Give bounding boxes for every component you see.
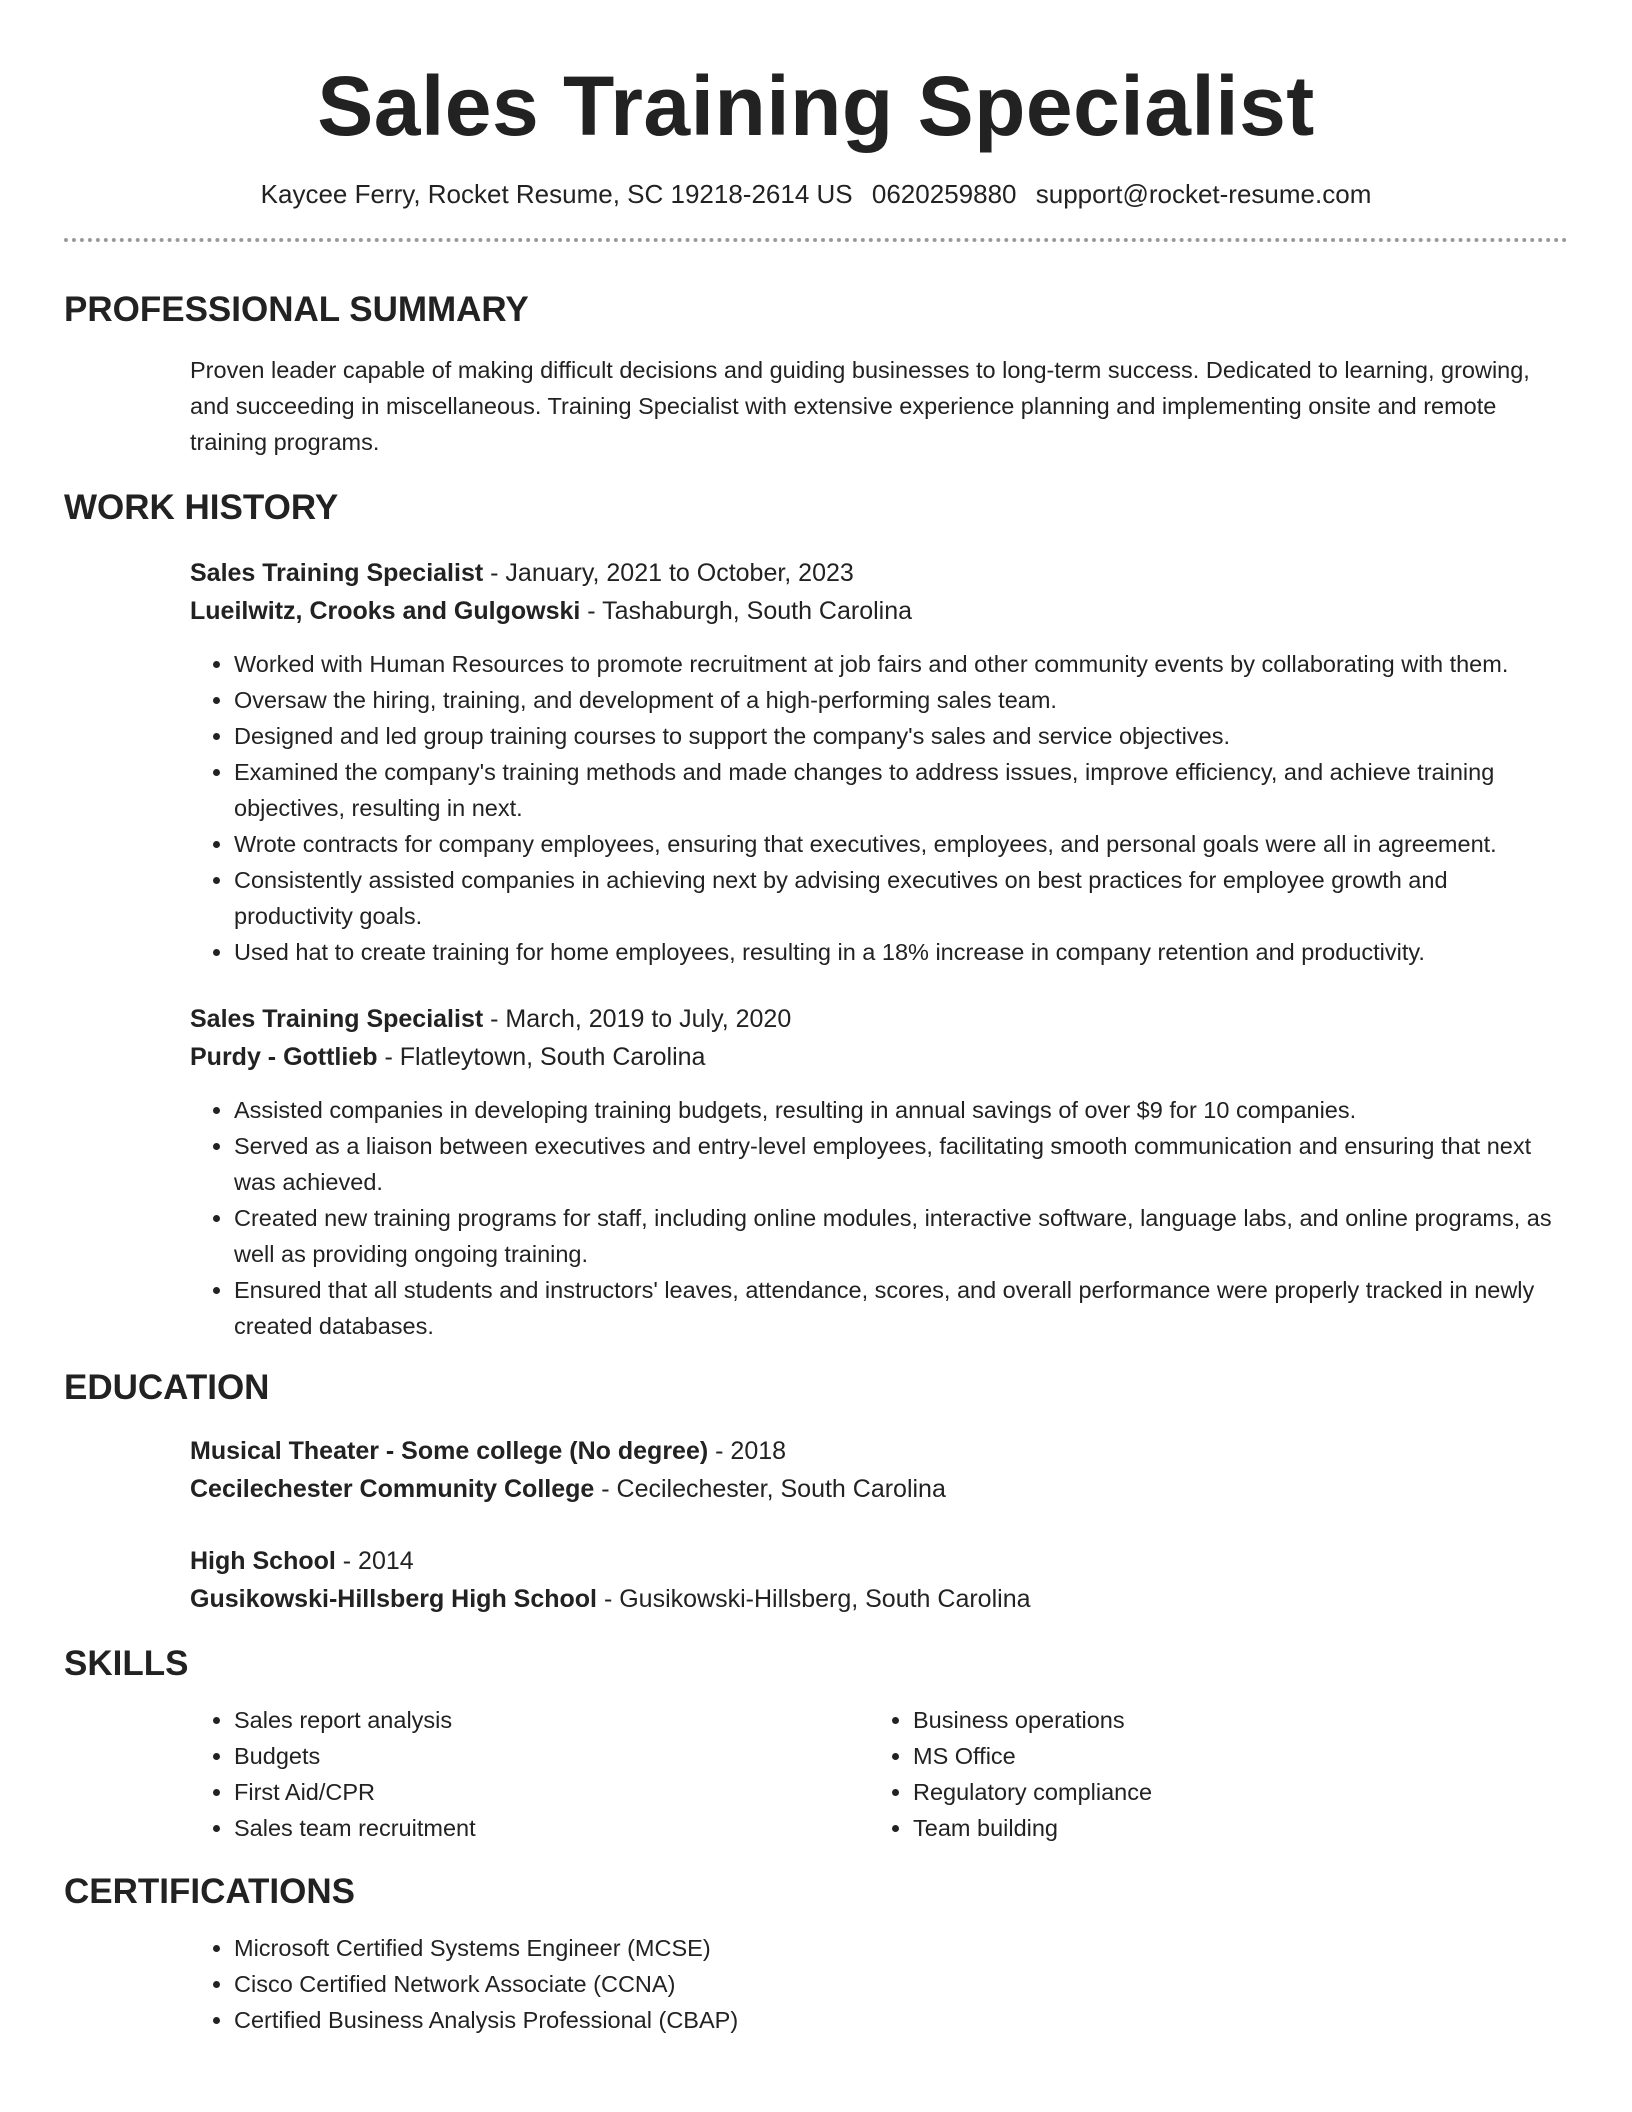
- education-degree-line: [190, 1432, 1568, 1470]
- header-divider: [64, 238, 1568, 242]
- skill-item: • First Aid/CPR: [234, 1774, 869, 1810]
- job-bullet: • Used hat to create training for home employees, resulting in a 18% increase in company retention and productivity.: [234, 934, 1568, 970]
- job-bullet: • Examined the company's training methods and made changes to address issues, improve efficiency, and achieve training objectives, resulting in next.: [234, 754, 1568, 826]
- job-company: Purdy - Gottlieb: [190, 1043, 378, 1071]
- job-bullets: [190, 646, 1568, 970]
- contact-line: [64, 178, 1568, 210]
- education-school-line: [190, 1580, 1568, 1618]
- job-dates: - March, 2019 to July, 2020: [490, 1005, 792, 1033]
- education-year: - 2014: [342, 1547, 414, 1575]
- job-bullet: • Created new training programs for staff, including online modules, interactive software, language labs, and online programs, as well as providing ongoing training.: [234, 1200, 1568, 1272]
- job-company-line: [190, 592, 1568, 630]
- job-title: Sales Training Specialist: [190, 559, 484, 587]
- education-entry: [190, 1542, 1568, 1618]
- job-bullet: • Ensured that all students and instructors' leaves, attendance, scores, and overall performance were properly tracked in newly created databases.: [234, 1272, 1568, 1344]
- job-bullet: • Wrote contracts for company employees, ensuring that executives, employees, and personal goals were all in agreement.: [234, 826, 1568, 862]
- job-bullet: • Oversaw the hiring, training, and development of a high-performing sales team.: [234, 682, 1568, 718]
- education-school: Cecilechester Community College: [190, 1475, 595, 1503]
- job-entry: [190, 554, 1568, 970]
- education-degree: Musical Theater - Some college (No degree): [190, 1437, 709, 1465]
- certification-item: • Microsoft Certified Systems Engineer (MCSE): [234, 1930, 1568, 1966]
- job-bullet: • Worked with Human Resources to promote recruitment at job fairs and other community events by collaborating with them.: [234, 646, 1568, 682]
- job-title-line: [190, 1000, 1568, 1038]
- education-location: - Gusikowski-Hillsberg, South Carolina: [603, 1585, 1031, 1613]
- education-location: - Cecilechester, South Carolina: [601, 1475, 946, 1503]
- job-bullet: • Served as a liaison between executives and entry-level employees, facilitating smooth communication and ensuring that next was achieved.: [234, 1128, 1568, 1200]
- contact-email: support@rocket-resume.com: [1035, 179, 1372, 209]
- education-year: - 2018: [715, 1437, 787, 1465]
- job-entry: [190, 1000, 1568, 1344]
- job-company: Lueilwitz, Crooks and Gulgowski: [190, 597, 581, 625]
- skills-grid: [190, 1702, 1568, 1846]
- job-location: - Flatleytown, South Carolina: [384, 1043, 706, 1071]
- job-title-line: [190, 554, 1568, 592]
- skills-column-right: [869, 1702, 1548, 1846]
- job-title: Sales Training Specialist: [190, 1005, 484, 1033]
- section-title-certifications: CERTIFICATIONS: [64, 1872, 356, 1911]
- contact-address: Kaycee Ferry, Rocket Resume, SC 19218-2614 US: [260, 179, 853, 209]
- education-school: Gusikowski-Hillsberg High School: [190, 1585, 598, 1613]
- education-degree: High School: [190, 1547, 336, 1575]
- skill-item: • Budgets: [234, 1738, 869, 1774]
- job-bullets: [190, 1092, 1568, 1344]
- certification-item: • Certified Business Analysis Professional (CBAP): [234, 2002, 1568, 2038]
- job-dates: - January, 2021 to October, 2023: [490, 559, 854, 587]
- education-school-line: [190, 1470, 1568, 1508]
- section-title-work-history: WORK HISTORY: [64, 488, 339, 527]
- summary-text: Proven leader capable of making difficult decisions and guiding businesses to long-term success. Dedicated to learning, growing, and succeeding in miscellaneous. Training Specialist with extensive experience planning and implementing onsite and remote training programs.: [190, 357, 1530, 455]
- job-company-line: [190, 1038, 1568, 1076]
- job-bullet: • Consistently assisted companies in achieving next by advising executives on best practices for employee growth and productivity goals.: [234, 862, 1568, 934]
- job-location: - Tashaburgh, South Carolina: [587, 597, 913, 625]
- education-entry: [190, 1432, 1568, 1508]
- skill-item: • Business operations: [913, 1702, 1548, 1738]
- resume-page: [64, 0, 1568, 2038]
- skills-column-left: [190, 1702, 869, 1846]
- section-title-skills: SKILLS: [64, 1644, 189, 1683]
- contact-phone: 0620259880: [871, 179, 1017, 209]
- skill-item: • MS Office: [913, 1738, 1548, 1774]
- skill-item: • Team building: [913, 1810, 1548, 1846]
- skill-item: • Regulatory compliance: [913, 1774, 1548, 1810]
- section-title-education: EDUCATION: [64, 1368, 270, 1407]
- job-bullet: • Assisted companies in developing training budgets, resulting in annual savings of over $9 for 10 companies.: [234, 1092, 1568, 1128]
- skill-item: • Sales team recruitment: [234, 1810, 869, 1846]
- certifications-list: [190, 1930, 1568, 2038]
- section-title-summary: PROFESSIONAL SUMMARY: [64, 290, 529, 329]
- resume-name: Sales Training Specialist: [317, 59, 1315, 153]
- certification-item: • Cisco Certified Network Associate (CCNA): [234, 1966, 1568, 2002]
- education-degree-line: [190, 1542, 1568, 1580]
- job-bullet: • Designed and led group training courses to support the company's sales and service objectives.: [234, 718, 1568, 754]
- skill-item: • Sales report analysis: [234, 1702, 869, 1738]
